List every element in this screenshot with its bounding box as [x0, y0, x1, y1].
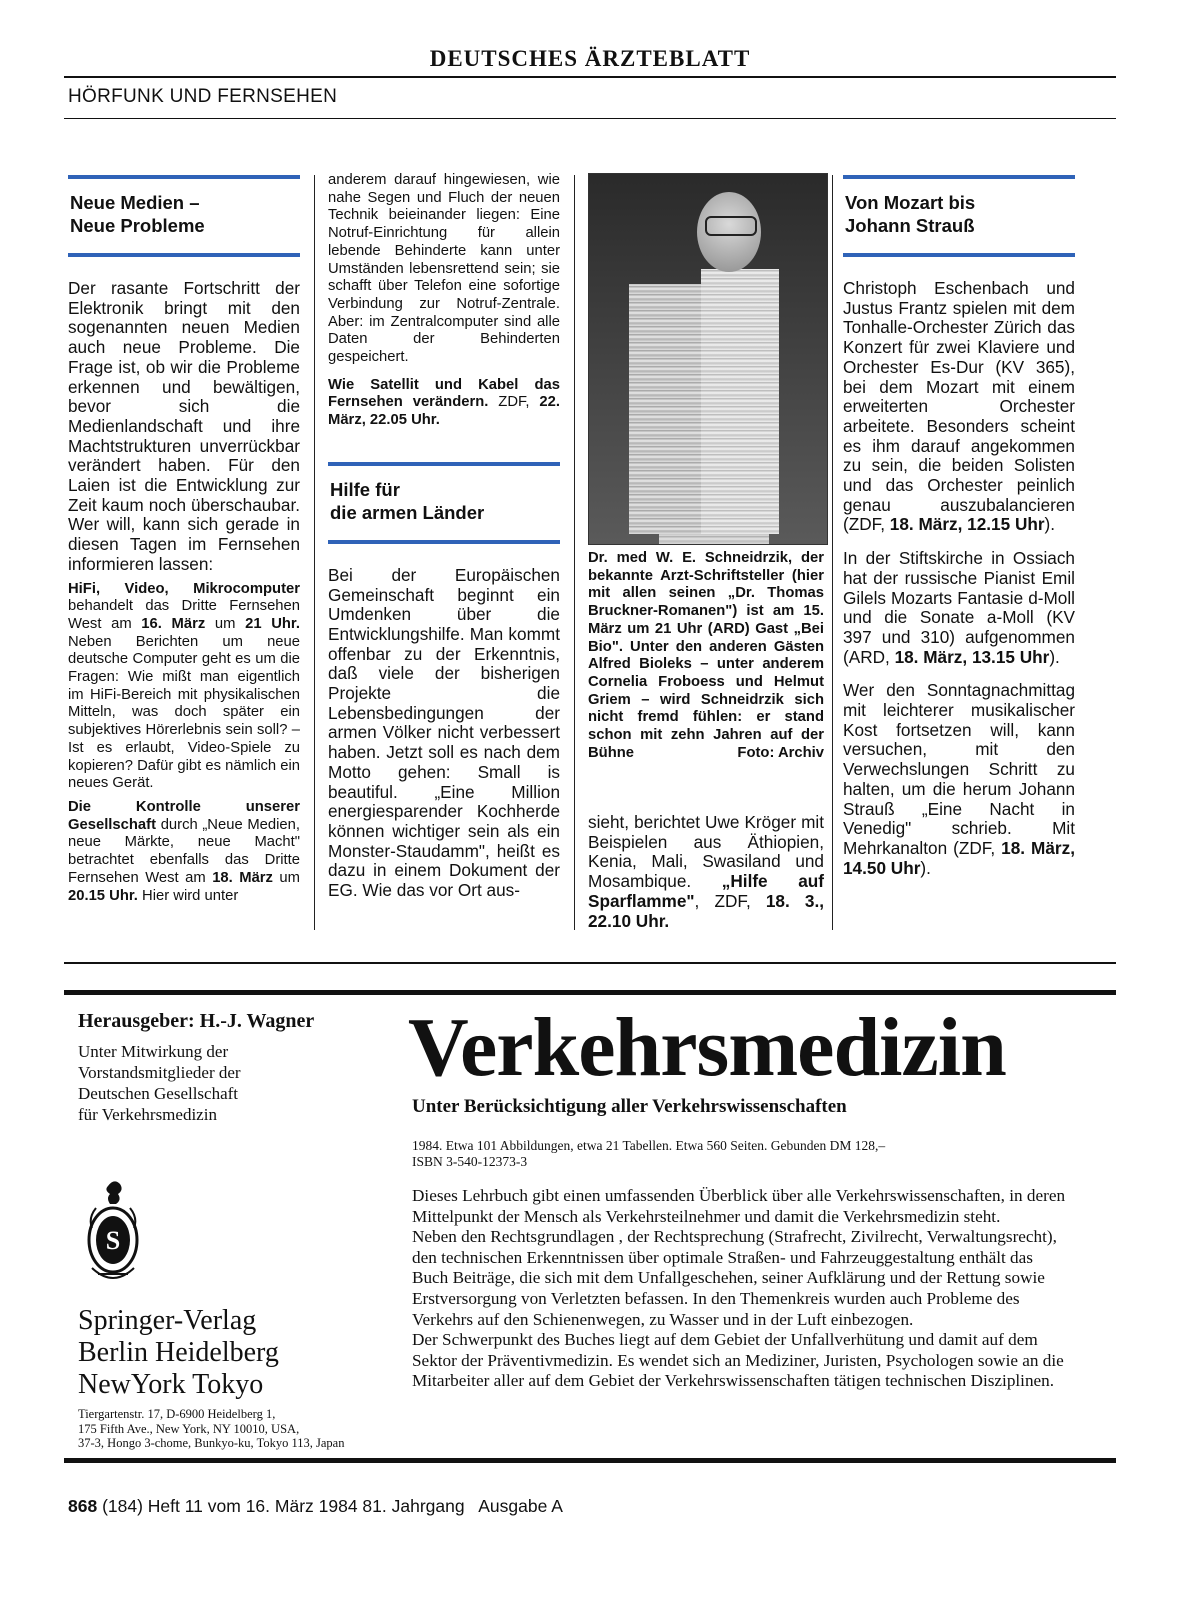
- heading-line: Johann Strauß: [845, 215, 975, 236]
- ad-paragraph: Der Schwerpunkt des Buches liegt auf dem Gebiet der Unfallverhütung und damit auf dem Sektor der Präventivmedizin. Es wendet sich an Mediziner, Juristen, Psychologen sowie an die Mitarbeiter aller auf dem Gebiet der Verkehrswissenschaften tätigen technischen Disziplinen.: [412, 1330, 1064, 1391]
- column-3-text: [588, 813, 824, 931]
- program-title: „Hilfe auf Sparflamme": [588, 871, 824, 911]
- springer-logo-icon: [78, 1178, 148, 1295]
- ad-line: für Verkehrsmedizin: [78, 1105, 217, 1124]
- program-note: [68, 799, 300, 905]
- ad-line: Deutschen Gesellschaft: [78, 1084, 239, 1103]
- heading-line: die armen Länder: [330, 501, 485, 523]
- article-paragraph: Der rasante Fortschritt der Elektronik bringt mit den sogenannten neuen Medien auch neue Probleme. Die Frage ist, ob wir die Probleme erkennen und bewältigen, bevor sich die Medienlandschaft und ihre Machtstrukturen unverrückbar verändert haben. Für den Laien ist die Entwicklung zur Zeit kaum noch überschaubar. Wer will, kann sich gerade in diesen Tagen im Fernsehen informieren lassen:: [68, 278, 300, 574]
- ad-line: 37-3, Hongo 3-chome, Bunkyo-ku, Tokyo 113, Japan: [78, 1436, 345, 1450]
- ad-description: [412, 1186, 1072, 1392]
- program-date: 18. März, 14.50 Uhr: [843, 837, 1075, 878]
- program-title: Die Kontrolle unserer Gesellschaft: [68, 798, 300, 833]
- ad-line: Springer-Verlag: [78, 1305, 257, 1336]
- column-2: [328, 172, 560, 901]
- masthead: DEUTSCHES ÄRZTEBLATT: [429, 46, 751, 71]
- heading-line: Von Mozart bis: [845, 192, 976, 213]
- accent-bar: [328, 462, 560, 466]
- text-run: Hier wird unter: [137, 887, 239, 904]
- text-run: , ZDF,: [694, 890, 766, 911]
- ad-editor: Herausgeber: H.-J. Wagner: [78, 1010, 315, 1032]
- program-title: HiFi, Video, Mikrocomputer: [68, 580, 300, 597]
- page-number: 868: [68, 1496, 98, 1516]
- text-run: um: [205, 615, 246, 632]
- ad-line: 175 Fifth Ave., New York, NY 10010, USA,: [78, 1421, 300, 1436]
- text-run: ).: [920, 857, 931, 878]
- column-divider: [574, 175, 575, 930]
- text-run: In der Stiftskirche in Ossiach hat der russische Pianist Emil Gilels Mozarts Fantasie d-Moll und die Sonate a-Moll (KV 397 und 310) aufgenommen (ARD,: [843, 548, 1075, 667]
- article-paragraph: [588, 813, 824, 931]
- section-title: HÖRFUNK UND FERNSEHEN: [68, 86, 338, 107]
- section-rule: [64, 118, 1116, 119]
- article-paragraph: [843, 279, 1075, 535]
- ad-book-meta: [412, 1138, 885, 1170]
- heading-line: Hilfe für: [330, 478, 400, 500]
- ad-book-subtitle: Unter Berücksichtigung aller Verkehrswissenschaften: [412, 1096, 847, 1117]
- program-title: Wie Satellit und Kabel das Fernsehen verändern.: [328, 376, 560, 411]
- ad-line: NewYork Tokyo: [78, 1369, 264, 1400]
- article-paragraph: [843, 549, 1075, 667]
- program-time: 20.15 Uhr.: [68, 887, 138, 904]
- program-date: 18. März, 12.15 Uhr: [889, 514, 1045, 535]
- column-4: [843, 175, 1075, 878]
- ad-line: Tiergartenstr. 17, D-6900 Heidelberg 1,: [78, 1407, 276, 1421]
- ad-book-title: Verkehrsmedizin: [408, 1001, 1006, 1094]
- caption-text: Dr. med W. E. Schneidrzik, der bekannte Arzt-Schriftsteller (hier mit allen seinen „Dr. Thomas Bruckner-Romanen") ist am 15. März um 21 Uhr (ARD) Gast „Bei Bio". Unter den anderen Gästen Alfred Bioleks – unter anderem Cornelia Froboess und Helmut Griem – wird Schneidrzik sich nicht fremd fühlen: er stand schon mit zehn Jahren auf der Bühne: [588, 550, 824, 761]
- ad-line: 1984. Etwa 101 Abbildungen, etwa 21 Tabellen. Etwa 560 Seiten. Gebunden DM 128,–: [412, 1138, 886, 1153]
- program-note: [68, 581, 300, 793]
- heading-line: Neue Medien –: [70, 192, 200, 213]
- program-date: 22. März, 22.05 Uhr.: [328, 394, 560, 429]
- ad-paragraph: Neben den Rechtsgrundlagen , der Rechtsprechung (Strafrecht, Zivilrecht, Verwaltungsrecht), den technischen Erkenntnissen über optimale Straßen- und Fahrzeuggestaltung enthält das Buch Beiträge, die sich mit dem Unfallgeschehen, seiner Aufklärung und der Rettung sowie Erstversorgung von Verletzten befassen. In den Themenkreis wurden auch Probleme des Verkehrs auf den Schienenwegen, zu Wasser und in der Luft einbezogen.: [412, 1227, 1057, 1329]
- accent-bar: [843, 253, 1075, 257]
- ad-rule: [64, 990, 1116, 995]
- photo-caption: [588, 550, 824, 762]
- book-stack: [701, 269, 779, 534]
- logo-letter: S: [105, 1226, 121, 1255]
- glasses: [705, 216, 757, 236]
- ad-rule: [64, 962, 1116, 964]
- accent-bar: [68, 253, 300, 257]
- text-run: ).: [1044, 514, 1056, 535]
- ad-address: [78, 1407, 344, 1451]
- article-heading-neue-medien: [70, 191, 300, 237]
- text-run: ).: [1049, 646, 1060, 667]
- heading-line: Neue Probleme: [70, 215, 205, 236]
- program-date: 16. März: [141, 615, 206, 632]
- column-divider: [314, 175, 315, 930]
- article-heading-hilfe: [330, 478, 560, 524]
- accent-bar: [328, 540, 560, 544]
- ad-line: ISBN 3-540-12373-3: [412, 1154, 528, 1169]
- text-run: sieht, berichtet Uwe Kröger mit Beispielen aus Äthiopien, Kenia, Mali, Swasiland und Mosambique.: [588, 812, 824, 892]
- program-note: [328, 377, 560, 430]
- program-date: 18. 3., 22.10 Uhr.: [588, 890, 825, 931]
- accent-bar: [68, 175, 300, 179]
- text-run: um: [272, 869, 300, 886]
- program-date: 18. März: [212, 869, 273, 886]
- text-run: ZDF,: [488, 394, 540, 411]
- ad-line: Berlin Heidelberg: [78, 1337, 279, 1368]
- column-divider: [832, 175, 833, 930]
- column-1: [68, 175, 300, 905]
- text-run: Neben Berichten um neue deutsche Computer geht es um die Fragen: Wie mißt man eigentlich im HiFi-Bereich mit physikalischen Mitteln, was doch später ein subjektives Hörerlebnis sein soll? – Ist es erlaubt, Video-Spiele zu kopieren? Dafür gibt es nämlich ein neues Gerät.: [68, 633, 300, 792]
- book-stack: [629, 284, 704, 534]
- page-footer: [68, 1496, 563, 1517]
- text-run: Wer den Sonntagnachmittag mit leichterer musikalischer Kost fortsetzen will, kann versuchen, mit den Verwechslungen Schritt zu halten, um die herum Johann Strauß „Eine Nacht in Venedig" schrieb. Mit Mehrkanalton (ZDF,: [843, 680, 1075, 858]
- header-rule: [64, 76, 1116, 78]
- article-paragraph: anderem darauf hingewiesen, wie nahe Segen und Fluch der neuen Technik beieinander liegen: Eine Notruf-Einrichtung für allein lebende Behinderte kann unter Umständen lebensrettend sein; sie schafft über Telefon eine sofortige Verbindung zur Notruf-Zentrale. Aber: im Zentralcomputer sind alle Daten der Behinderten gespeichert.: [328, 172, 560, 366]
- program-time: 21 Uhr.: [245, 615, 300, 632]
- ad-publisher: [78, 1305, 279, 1401]
- text-run: durch „Neue Medien, neue Märkte, neue Macht" betrachtet ebenfalls das Dritte Fernsehen West am: [68, 816, 300, 886]
- photo-credit: Foto: Archiv: [737, 744, 824, 761]
- article-paragraph: Bei der Europäischen Gemeinschaft beginnt ein Umdenken über die Entwicklungshilfe. Man kommt offenbar zu der Erkenntnis, daß viele der bisherigen Projekte die Lebensbedingungen der armen Völker nicht verbessert haben. Jetzt soll es nach dem Motto gehen: Small is beautiful. „Eine Million energiesparender Kochherde können wichtiger sein als ein Monster-Staudamm", heißt es dazu in einem Dokument der EG. Wie das vor Ort aus-: [328, 564, 560, 901]
- text-run: behandelt das Dritte Fernsehen West am: [68, 598, 300, 632]
- portrait-photo: [588, 173, 828, 545]
- program-date: 18. März, 13.15 Uhr: [894, 646, 1050, 667]
- issue-info: (184) Heft 11 vom 16. März 1984 81. Jahrgang Ausgabe A: [102, 1496, 563, 1516]
- text-run: Christoph Eschenbach und Justus Frantz spielen mit dem Tonhalle-Orchester Zürich das Konzert für zwei Klaviere und Orchester Es-Dur (KV 365), bei dem Mozart mit einem erweiterten Orchester arbeitete. Besonders scheint es ihm darauf angekommen zu sein, die beiden Solisten und das Orchester peinlich genau auszubalancieren (ZDF,: [843, 278, 1075, 535]
- article-paragraph: [843, 681, 1075, 878]
- ad-paragraph: Dieses Lehrbuch gibt einen umfassenden Überblick über alle Verkehrswissenschaften, in deren Mittelpunkt der Mensch als Verkehrsteilnehmer und damit die Verkehrsmedizin steht.: [412, 1186, 1066, 1226]
- article-heading-mozart: [845, 191, 1075, 237]
- accent-bar: [843, 175, 1075, 179]
- ad-line: Unter Mitwirkung der: [78, 1042, 229, 1061]
- ad-line: Vorstandsmitglieder der: [78, 1063, 241, 1082]
- ad-cooperation: [78, 1041, 241, 1125]
- ad-rule: [64, 1458, 1116, 1463]
